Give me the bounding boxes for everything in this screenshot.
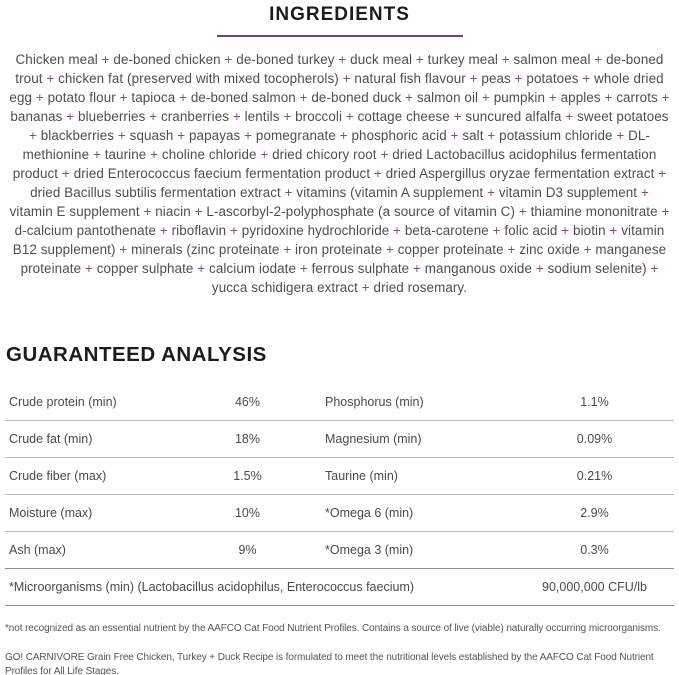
analysis-left-label: Crude fiber (max) bbox=[9, 469, 107, 483]
microorganisms-label: *Microorganisms (min) (Lactobacillus acidophilus, Enterococcus faecium) bbox=[9, 580, 415, 594]
analysis-row bbox=[5, 458, 674, 495]
analysis-right-label: *Omega 3 (min) bbox=[325, 543, 414, 557]
plus-separator: + bbox=[296, 261, 312, 276]
analysis-row bbox=[5, 384, 674, 421]
analysis-left-label: Moisture (max) bbox=[9, 506, 93, 520]
plus-separator: + bbox=[279, 109, 296, 124]
plus-separator: + bbox=[226, 223, 242, 238]
plus-separator: + bbox=[483, 128, 500, 143]
plus-separator: + bbox=[605, 223, 622, 238]
plus-separator: + bbox=[256, 147, 273, 162]
plus-separator: + bbox=[370, 166, 386, 181]
plus-separator: + bbox=[115, 90, 132, 105]
analysis-right-value: 0.21% bbox=[576, 469, 613, 483]
analysis-right-value: 2.9% bbox=[580, 506, 609, 520]
plus-separator: + bbox=[342, 109, 358, 124]
plus-separator: + bbox=[335, 128, 352, 143]
analysis-row bbox=[5, 495, 674, 532]
plus-separator: + bbox=[465, 71, 482, 86]
analysis-right-label: *Omega 6 (min) bbox=[325, 506, 414, 520]
plus-separator: + bbox=[483, 185, 499, 200]
plus-separator: + bbox=[382, 242, 398, 257]
plus-separator: + bbox=[28, 128, 41, 143]
plus-separator: + bbox=[637, 185, 649, 200]
ingredients-divider bbox=[217, 35, 463, 37]
plus-separator: + bbox=[412, 52, 428, 67]
plus-separator: + bbox=[578, 71, 595, 86]
analysis-left-value: 18% bbox=[234, 432, 261, 446]
plus-separator: + bbox=[561, 109, 578, 124]
plus-separator: + bbox=[446, 128, 463, 143]
plus-separator: + bbox=[338, 71, 355, 86]
plus-separator: + bbox=[139, 204, 156, 219]
plus-separator: + bbox=[156, 223, 172, 238]
analysis-row bbox=[5, 532, 674, 569]
analysis-left-value: 9% bbox=[238, 543, 257, 557]
plus-separator: + bbox=[32, 90, 48, 105]
ingredients-paragraph: Chicken meal + de-boned chicken + de-boned turkey + duck meal + turkey meal + salmon meal + de-boned trout + chicken fat (preserved with mixed tocopherols) + natural fish flavour + peas + potatoes + whole dried egg + potato flour + tapioca + de-boned salmon + de-boned duck + salmon oil + pumpkin + apples + carrots + bananas + blueberries + cranberries + lentils + broccoli + cottage cheese + suncured alfalfa + sweet potatoes + blackberries + squash + papayas + pomegranate + phosphoric acid + salt + potassium chloride + DL-methionine + taurine + choline chloride + dried chicory root + dried Lactobacillus acidophilus fermentation product + dried Enterococcus faecium fermentation product + dried Aspergillus oryzae fermentation extract + dried Bacillus subtilis fermentation extract + vitamins (vitamin A supplement + vitamin D3 supplement + vitamin E supplement + niacin + L-ascorbyl-2-polyphosphate (a source of vitamin C) + thiamine mononitrate + d-calcium pantothenate + riboflavin + pyridoxine hydrochloride + beta-carotene + folic acid + biotin + vitamin B12 supplement) + minerals (zinc proteinate + iron proteinate + copper proteinate + zinc oxide + manganese proteinate + copper sulphate + calcium iodate + ferrous sulphate + manganous oxide + sodium selenite) + yucca schidigera extract + dried rosemary. bbox=[9, 52, 670, 295]
plus-separator: + bbox=[115, 242, 132, 257]
plus-separator: + bbox=[62, 109, 79, 124]
guaranteed-analysis-title: GUARANTEED ANALYSIS bbox=[6, 343, 267, 366]
plus-separator: + bbox=[654, 166, 667, 181]
plus-separator: + bbox=[646, 261, 659, 276]
footnote-aafco-nutrient: *not recognized as an essential nutrient by the AAFCO Cat Food Nutrient Profiles. Contains a source of live (viable) naturally occurring microorganisms. bbox=[5, 623, 661, 634]
plus-separator: + bbox=[229, 109, 245, 124]
plus-separator: + bbox=[488, 223, 505, 238]
plus-separator: + bbox=[279, 242, 296, 257]
plus-separator: + bbox=[557, 223, 574, 238]
plus-separator: + bbox=[175, 90, 191, 105]
plus-separator: + bbox=[295, 90, 312, 105]
guaranteed-analysis-table bbox=[5, 384, 674, 606]
analysis-right-label: Phosphorus (min) bbox=[325, 395, 424, 409]
plus-separator: + bbox=[193, 261, 210, 276]
plus-separator: + bbox=[401, 90, 417, 105]
plus-separator: + bbox=[657, 90, 670, 105]
analysis-right-label: Magnesium (min) bbox=[325, 432, 422, 446]
plus-separator: + bbox=[515, 204, 531, 219]
plus-separator: + bbox=[497, 52, 514, 67]
plus-separator: + bbox=[240, 128, 256, 143]
plus-separator: + bbox=[409, 261, 425, 276]
analysis-right-label: Taurine (min) bbox=[325, 469, 398, 483]
plus-separator: + bbox=[545, 90, 561, 105]
plus-separator: + bbox=[334, 52, 351, 67]
plus-separator: + bbox=[190, 204, 207, 219]
plus-separator: + bbox=[357, 280, 374, 295]
analysis-left-label: Crude protein (min) bbox=[9, 395, 117, 409]
plus-separator: + bbox=[657, 204, 670, 219]
analysis-left-value: 1.5% bbox=[233, 469, 262, 483]
plus-separator: + bbox=[42, 71, 59, 86]
plus-separator: + bbox=[81, 261, 97, 276]
plus-separator: + bbox=[612, 128, 629, 143]
plus-separator: + bbox=[220, 52, 237, 67]
analysis-row-microorganisms bbox=[5, 569, 674, 606]
ingredients-title: INGREDIENTS bbox=[269, 4, 410, 25]
analysis-right-value: 0.09% bbox=[576, 432, 613, 446]
analysis-left-label: Ash (max) bbox=[9, 543, 66, 557]
plus-separator: + bbox=[590, 52, 607, 67]
plus-separator: + bbox=[97, 52, 114, 67]
plus-separator: + bbox=[600, 90, 617, 105]
analysis-left-value: 46% bbox=[234, 395, 261, 409]
analysis-row bbox=[5, 421, 674, 458]
plus-separator: + bbox=[89, 147, 105, 162]
plus-separator: + bbox=[376, 147, 393, 162]
plus-separator: + bbox=[532, 261, 548, 276]
plus-separator: + bbox=[579, 242, 596, 257]
plus-separator: + bbox=[114, 128, 130, 143]
plus-separator: + bbox=[510, 71, 527, 86]
plus-separator: + bbox=[478, 90, 494, 105]
footnote-formulation-statement: GO! CARNIVORE Grain Free Chicken, Turkey + Duck Recipe is formulated to meet the nutritional levels established by the AAFCO Cat Food Nutrient Profiles for All Life Stages. bbox=[5, 652, 654, 675]
analysis-right-value: 1.1% bbox=[580, 395, 609, 409]
plus-separator: + bbox=[389, 223, 405, 238]
plus-separator: + bbox=[146, 147, 162, 162]
analysis-right-value: 0.3% bbox=[580, 543, 609, 557]
plus-separator: + bbox=[280, 185, 297, 200]
analysis-left-value: 10% bbox=[234, 506, 261, 520]
plus-separator: + bbox=[503, 242, 520, 257]
plus-separator: + bbox=[173, 128, 189, 143]
microorganisms-value: 90,000,000 CFU/lb bbox=[542, 580, 647, 594]
plus-separator: + bbox=[449, 109, 466, 124]
analysis-left-label: Crude fat (min) bbox=[9, 432, 93, 446]
plus-separator: + bbox=[58, 166, 74, 181]
plus-separator: + bbox=[145, 109, 161, 124]
